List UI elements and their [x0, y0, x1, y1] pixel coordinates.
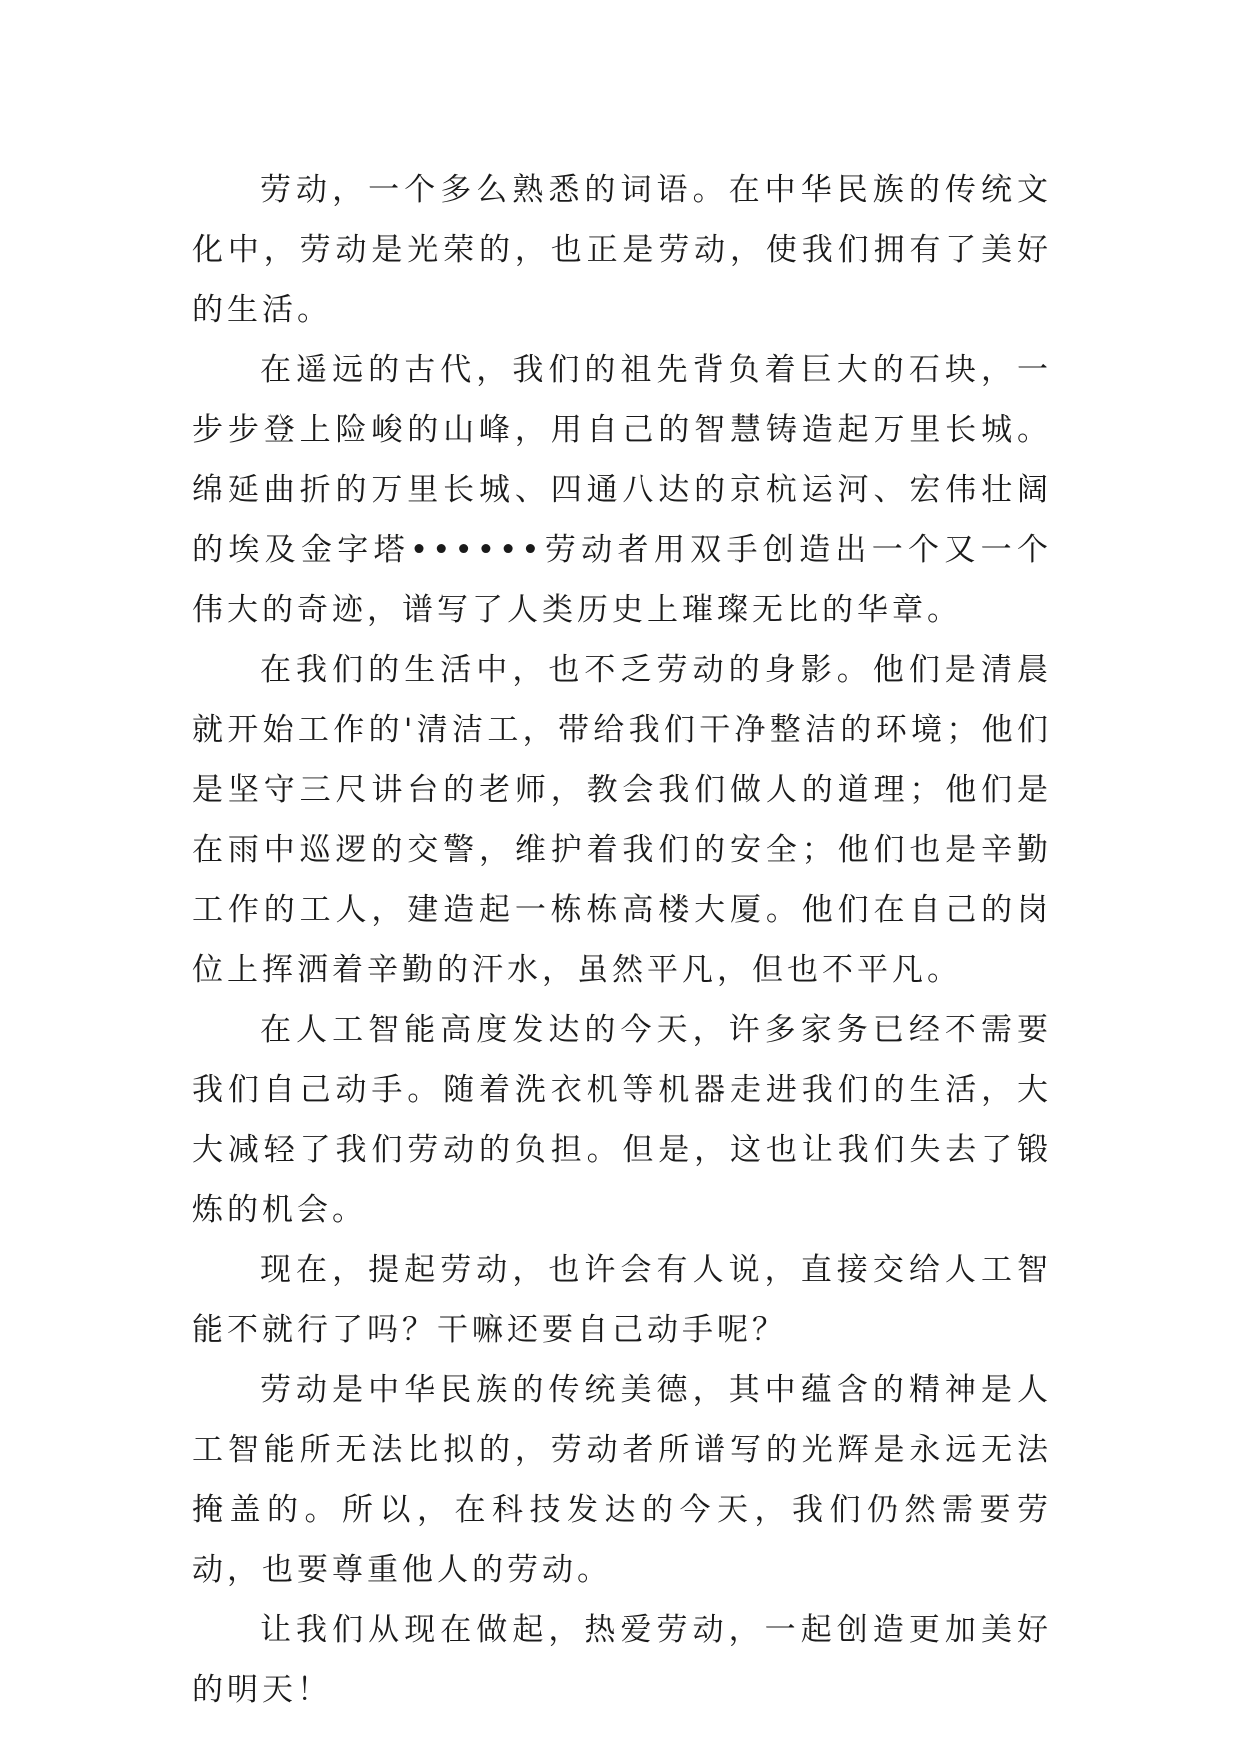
- paragraph-3: 在我们的生活中，也不乏劳动的身影。他们是清晨就开始工作的'清洁工，带给我们干净整洁的环境；他们是坚守三尺讲台的老师，教会我们做人的道理；他们是在雨中巡逻的交警，维护着我们的安全；他们也是辛勤工作的工人，建造起一栋栋高楼大厦。他们在自己的岗位上挥洒着辛勤的汗水，虽然平凡，但也不平凡。: [192, 652, 1052, 988]
- paragraph-6: 劳动是中华民族的传统美德，其中蕴含的精神是人工智能所无法比拟的，劳动者所谱写的光辉是永远无法掩盖的。所以，在科技发达的今天，我们仍然需要劳动，也要尊重他人的劳动。: [192, 1372, 1052, 1588]
- paragraph-2: 在遥远的古代，我们的祖先背负着巨大的石块，一步步登上险峻的山峰，用自己的智慧铸造起万里长城。绵延曲折的万里长城、四通八达的京杭运河、宏伟壮阔的埃及金字塔••••••劳动者用双手创造出一个又一个伟大的奇迹，谱写了人类历史上璀璨无比的华章。: [192, 352, 1052, 628]
- paragraph-5: 现在，提起劳动，也许会有人说，直接交给人工智能不就行了吗？干嘛还要自己动手呢？: [192, 1252, 1052, 1348]
- paragraph-7: 让我们从现在做起，热爱劳动，一起创造更加美好的明天！: [192, 1612, 1052, 1708]
- essay-body: [192, 160, 1052, 1720]
- paragraph-1: 劳动，一个多么熟悉的词语。在中华民族的传统文化中，劳动是光荣的，也正是劳动，使我们拥有了美好的生活。: [192, 172, 1052, 328]
- paragraph-4: 在人工智能高度发达的今天，许多家务已经不需要我们自己动手。随着洗衣机等机器走进我们的生活，大大减轻了我们劳动的负担。但是，这也让我们失去了锻炼的机会。: [192, 1012, 1052, 1228]
